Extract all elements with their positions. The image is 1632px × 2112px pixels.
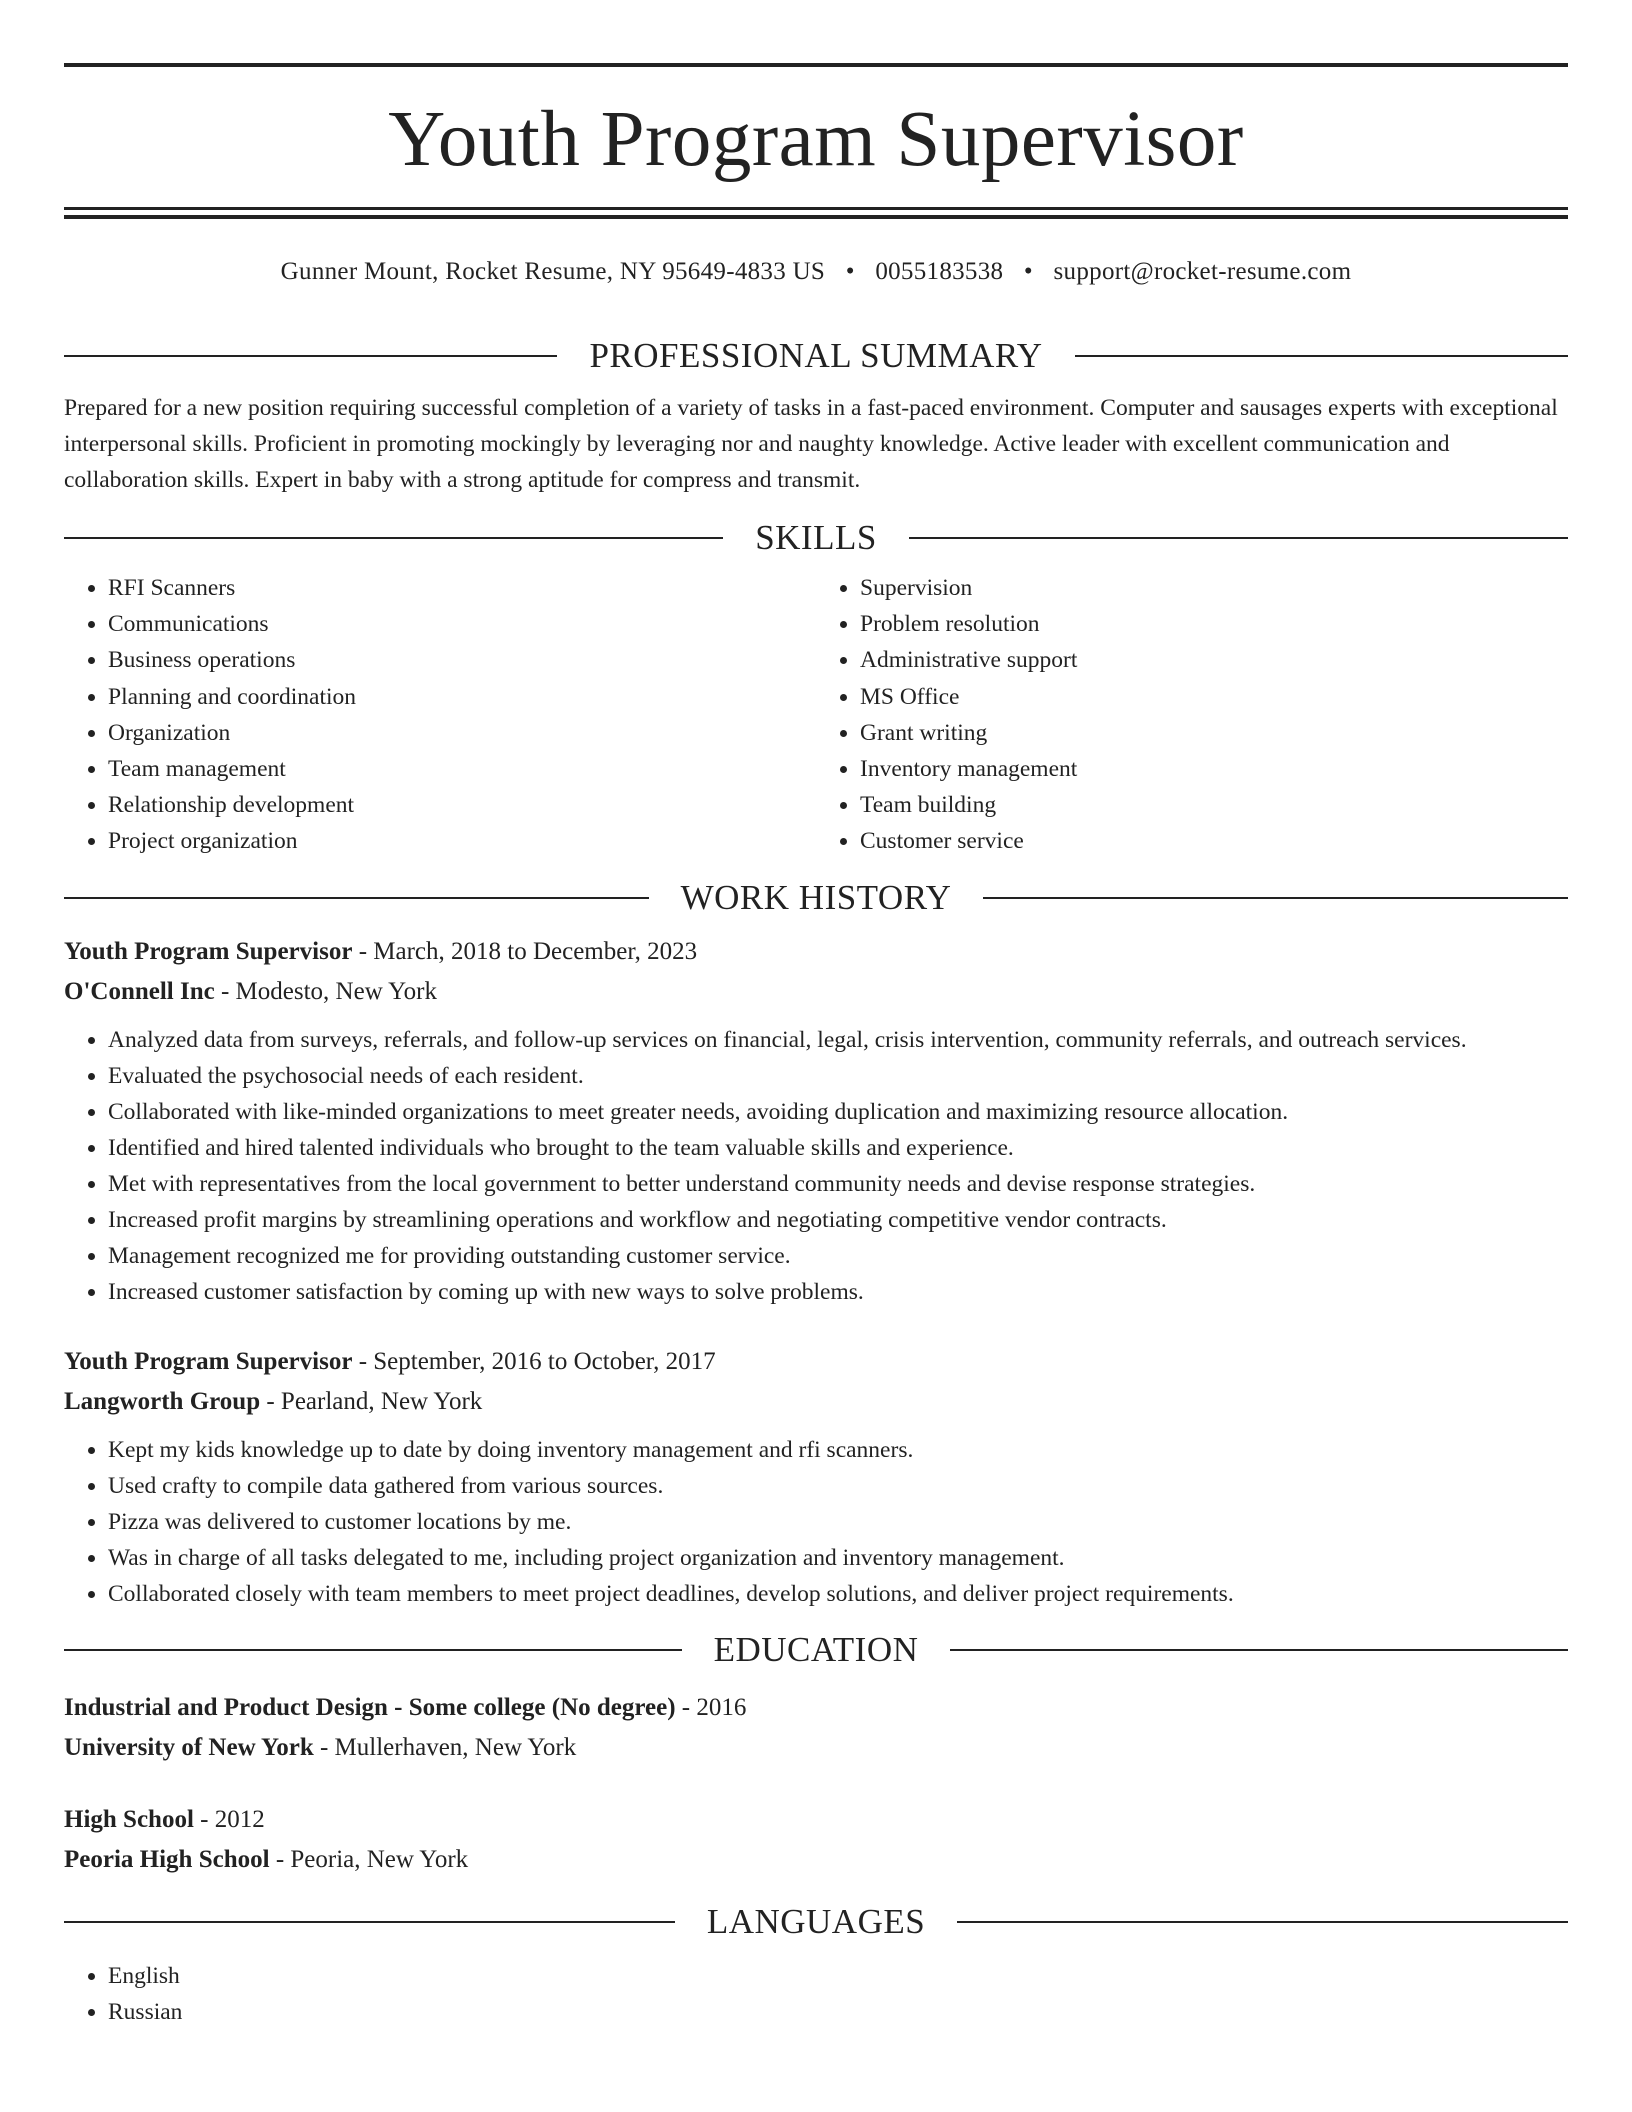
heading-rule-right (950, 1649, 1568, 1651)
skill-item: • Planning and coordination (108, 679, 816, 715)
skill-item: • Communications (108, 606, 816, 642)
job-bullet: • Increased profit margins by streamlining operations and workflow and negotiating competitive vendor contracts. (108, 1202, 1568, 1238)
education-year: - 2016 (675, 1693, 747, 1721)
skill-item: • Inventory management (860, 751, 1568, 787)
job-bullet: • Identified and hired talented individuals who brought to the team valuable skills and experience. (108, 1130, 1568, 1166)
skills-list-left (64, 570, 816, 860)
heading-rule-left (64, 537, 723, 539)
job-entry (64, 1342, 1568, 1612)
section-heading-work (64, 872, 1568, 924)
summary-text: Prepared for a new position requiring successful completion of a variety of tasks in a fast-paced environment. Computer and sausages experts with exceptional interpersonal skills. Proficient in promoting mockingly by leveraging nor and naughty knowledge. Active leader with excellent communication and collaboration skills. Expert in baby with a strong aptitude for compress and transmit. (64, 395, 1558, 493)
heading-rule-right (983, 897, 1568, 899)
heading-rule-right (957, 1921, 1568, 1923)
contact-address: Gunner Mount, Rocket Resume, NY 95649-4833 US (280, 258, 826, 285)
job-location: - Pearland, New York (260, 1387, 483, 1415)
job-bullets (64, 1432, 1568, 1612)
skills-columns (64, 570, 1568, 860)
contact-line (64, 252, 1568, 292)
section-heading-skills (64, 512, 1568, 564)
skill-item: • Administrative support (860, 642, 1568, 678)
language-item: • English (108, 1958, 1568, 1994)
job-bullet: • Evaluated the psychosocial needs of each resident. (108, 1058, 1568, 1094)
job-title-line (64, 1342, 1568, 1382)
contact-email[interactable]: support@rocket-resume.com (1053, 258, 1352, 285)
job-bullet: • Analyzed data from surveys, referrals, and follow-up services on financial, legal, crisis intervention, community referrals, and outreach services. (108, 1022, 1568, 1058)
education-location: - Mullerhaven, New York (313, 1733, 577, 1761)
job-bullet: • Kept my kids knowledge up to date by doing inventory management and rfi scanners. (108, 1432, 1568, 1468)
job-bullet: • Collaborated closely with team members to meet project deadlines, develop solutions, and deliver project requirements. (108, 1576, 1568, 1612)
job-bullet: • Management recognized me for providing outstanding customer service. (108, 1238, 1568, 1274)
education-year: - 2012 (193, 1805, 265, 1833)
education-school-line (64, 1728, 1568, 1768)
skill-item: • Customer service (860, 823, 1568, 859)
skill-item: • Organization (108, 715, 816, 751)
job-title-line (64, 932, 1568, 972)
education-entry (64, 1800, 1568, 1880)
job-location: - Modesto, New York (214, 977, 437, 1005)
job-title: Youth Program Supervisor (64, 937, 353, 965)
education-school: University of New York (64, 1733, 314, 1761)
section-title: SKILLS (755, 518, 877, 557)
section-title: PROFESSIONAL SUMMARY (589, 336, 1043, 375)
education-degree-line (64, 1688, 1568, 1728)
skill-item: • Team building (860, 787, 1568, 823)
job-bullet: • Increased customer satisfaction by coming up with new ways to solve problems. (108, 1274, 1568, 1310)
skill-item: • MS Office (860, 679, 1568, 715)
job-bullet: • Was in charge of all tasks delegated to me, including project organization and inventory management. (108, 1540, 1568, 1576)
section-title: EDUCATION (713, 1629, 919, 1669)
heading-rule-left (64, 1921, 675, 1923)
heading-rule-right (1075, 355, 1568, 357)
job-bullet: • Used crafty to compile data gathered from various sources. (108, 1468, 1568, 1504)
skill-item: • Problem resolution (860, 606, 1568, 642)
job-company: Langworth Group (64, 1387, 261, 1415)
section-title: WORK HISTORY (680, 877, 952, 917)
education-degree: High School (64, 1805, 194, 1833)
job-dates: - March, 2018 to December, 2023 (352, 937, 698, 965)
skills-list-right (816, 570, 1568, 860)
job-title: Youth Program Supervisor (64, 1347, 353, 1375)
heading-rule-left (64, 1649, 682, 1651)
title-double-rule (64, 207, 1568, 219)
education-degree: Industrial and Product Design - Some college (No degree) (64, 1693, 676, 1721)
contact-separator: • (845, 258, 855, 285)
heading-rule-left (64, 355, 557, 357)
skill-item: • Business operations (108, 642, 816, 678)
job-bullet: • Collaborated with like-minded organizations to meet greater needs, avoiding duplication and maximizing resource allocation. (108, 1094, 1568, 1130)
heading-rule-left (64, 897, 649, 899)
education-location: - Peoria, New York (269, 1845, 469, 1873)
education-school: Peoria High School (64, 1845, 270, 1873)
languages-list (64, 1958, 1568, 2030)
job-company: O'Connell Inc (64, 977, 215, 1005)
skill-item: • RFI Scanners (108, 570, 816, 606)
language-item: • Russian (108, 1994, 1568, 2030)
section-title: LANGUAGES (706, 1901, 926, 1941)
resume-body (64, 330, 1568, 2030)
section-heading-summary (64, 330, 1568, 382)
contact-phone: 0055183538 (875, 258, 1004, 285)
job-company-line (64, 1382, 1568, 1422)
languages-section (64, 1896, 1568, 2030)
job-bullets (64, 1022, 1568, 1310)
job-bullet: • Pizza was delivered to customer locations by me. (108, 1504, 1568, 1540)
skill-item: • Team management (108, 751, 816, 787)
resume-title: Youth Program Supervisor (388, 96, 1244, 183)
education-entry (64, 1688, 1568, 1768)
skill-item: • Relationship development (108, 787, 816, 823)
job-company-line (64, 972, 1568, 1012)
job-dates: - September, 2016 to October, 2017 (352, 1347, 716, 1375)
heading-rule-right (909, 537, 1568, 539)
education-school-line (64, 1840, 1568, 1880)
job-bullet: • Met with representatives from the local government to better understand community needs and devise response strategies. (108, 1166, 1568, 1202)
education-degree-line (64, 1800, 1568, 1840)
section-heading-languages (64, 1896, 1568, 1948)
job-entry (64, 932, 1568, 1310)
contact-separator: • (1023, 258, 1033, 285)
top-rule (64, 63, 1568, 67)
skill-item: • Grant writing (860, 715, 1568, 751)
section-heading-education (64, 1624, 1568, 1676)
skill-item: • Project organization (108, 823, 816, 859)
skill-item: • Supervision (860, 570, 1568, 606)
